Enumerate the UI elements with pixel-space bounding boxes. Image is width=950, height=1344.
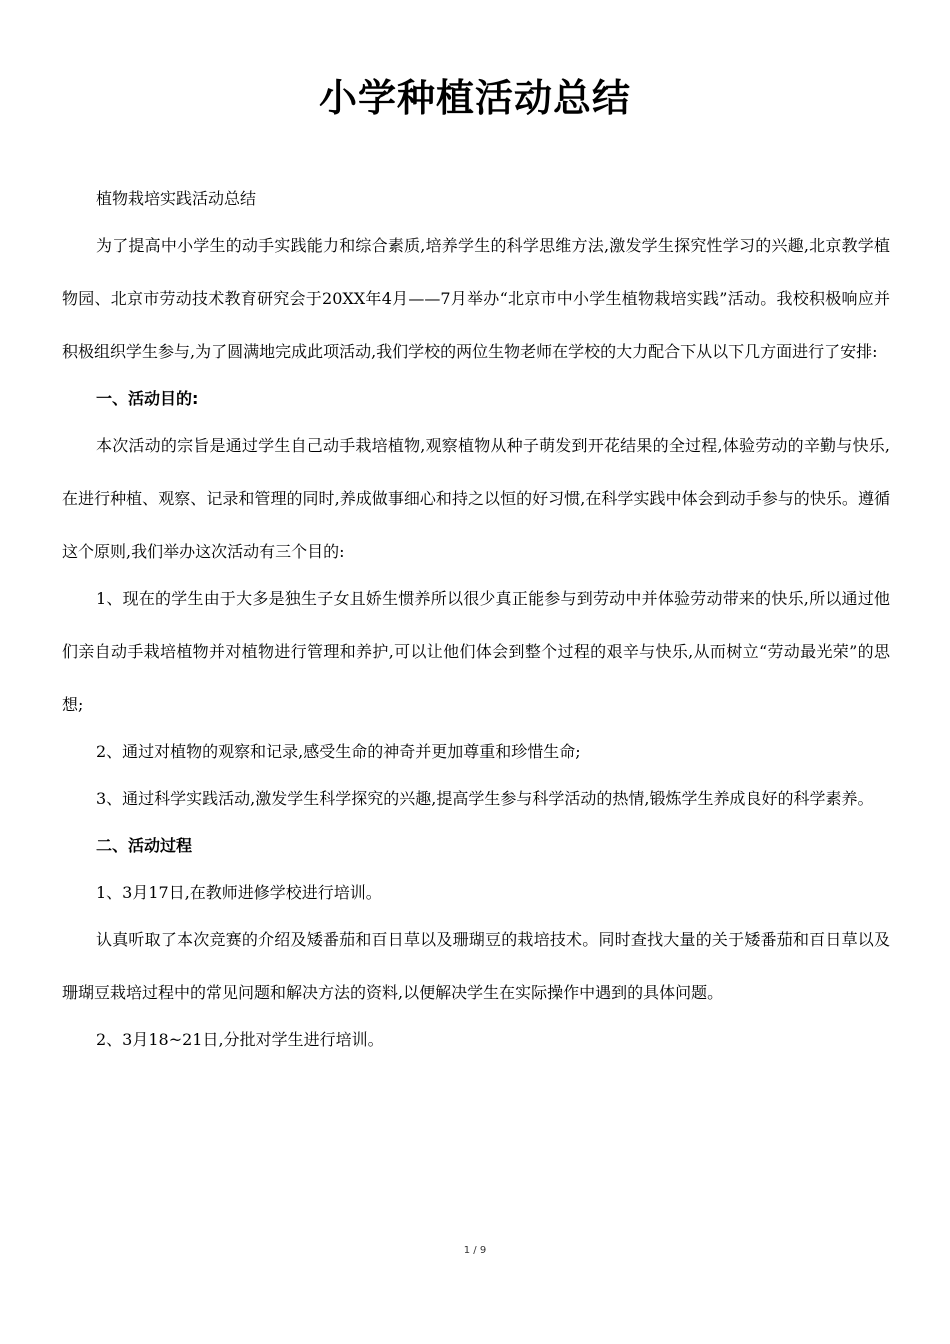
document-title: 小学种植活动总结 [318,76,631,120]
purpose-item-1: 1、现在的学生由于大多是独生子女且娇生惯养所以很少真正能参与到劳动中并体验劳动带来的快乐,所以通过他们亲自动手栽培植物并对植物进行管理和养护,可以让他们体会到整个过程的艰辛与快乐,从而树立“劳动最光荣”的思想; [62,589,890,714]
process-step-1-detail: 认真听取了本次竞赛的介绍及矮番茄和百日草以及珊瑚豆的栽培技术。同时查找大量的关于矮番茄和百日草以及珊瑚豆栽培过程中的常见问题和解决方法的资料,以便解决学生在实际操作中遇到的具体问题。 [62,930,890,1002]
intro-paragraph: 为了提高中小学生的动手实践能力和综合素质,培养学生的科学思维方法,激发学生探究性学习的兴趣,北京教学植物园、北京市劳动技术教育研究会于20XX年4月——7月举办“北京市中小学生植物栽培实践”活动。我校积极响应并积极组织学生参与,为了圆满地完成此项活动,我们学校的两位生物老师在学校的大力配合下从以下几方面进行了安排: [62,236,890,361]
subtitle: 植物栽培实践活动总结 [96,189,257,208]
section-heading-process: 二、活动过程 [96,836,193,855]
purpose-item-2: 2、通过对植物的观察和记录,感受生命的神奇并更加尊重和珍惜生命; [96,742,581,761]
page-number: 1 / 9 [463,1245,487,1256]
purpose-item-3: 3、通过科学实践活动,激发学生科学探究的兴趣,提高学生参与科学活动的热情,锻炼学生养成良好的科学素养。 [96,789,874,808]
process-step-2: 2、3月18~21日,分批对学生进行培训。 [96,1030,384,1049]
section-heading-purpose: 一、活动目的: [96,389,199,408]
purpose-paragraph: 本次活动的宗旨是通过学生自己动手栽培植物,观察植物从种子萌发到开花结果的全过程,体验劳动的辛勤与快乐,在进行种植、观察、记录和管理的同时,养成做事细心和持之以恒的好习惯,在科学实践中体会到动手参与的快乐。遵循这个原则,我们举办这次活动有三个目的: [62,436,890,561]
process-step-1: 1、3月17日,在教师进修学校进行培训。 [96,883,382,902]
document-body [62,186,890,1052]
